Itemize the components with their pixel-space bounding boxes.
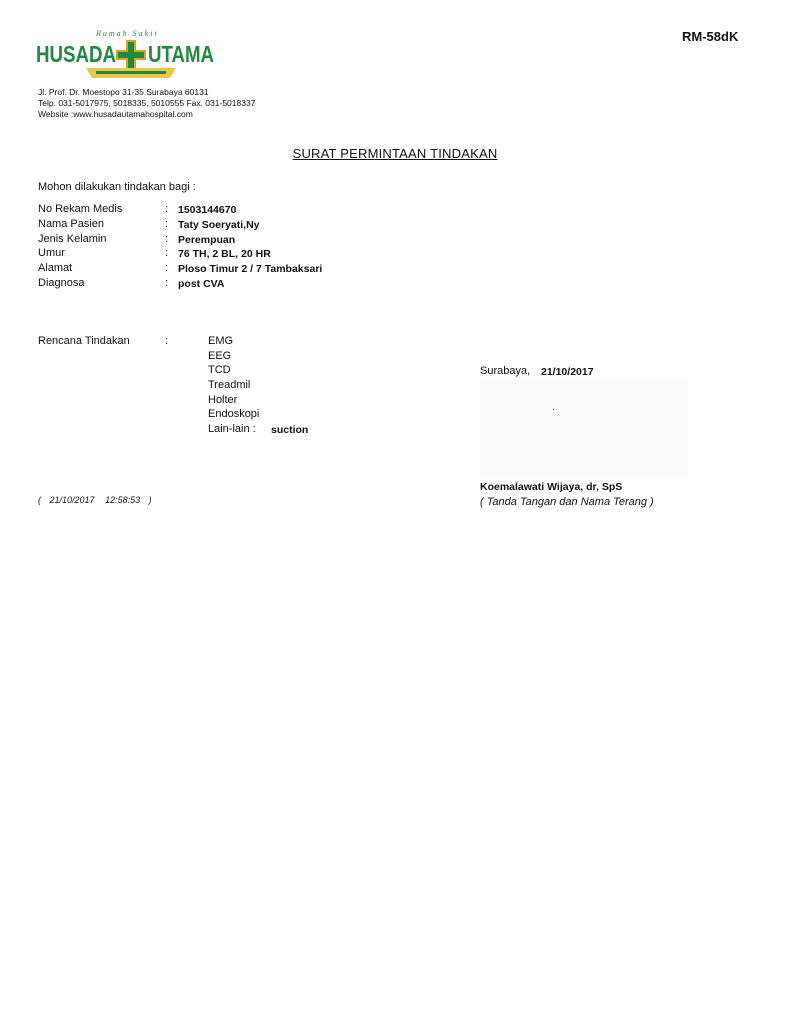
field-label-name: Nama Pasien [38, 218, 105, 230]
signature-date: 21/10/2017 [541, 366, 594, 378]
field-value-address: Ploso Timur 2 / 7 Tambaksari [178, 263, 323, 275]
plan-other-value: suction [271, 424, 309, 436]
phone-line: Telp. 031-5017975, 5018335, 5010555 Fax. 031-5018337 [38, 98, 256, 108]
print-timestamp [38, 495, 152, 505]
plan-item-tcd: TCD [208, 364, 231, 376]
stamp-close: ) [148, 495, 152, 505]
field-label-age: Umur [38, 247, 65, 259]
stamp-date: 21/10/2017 [49, 495, 95, 505]
field-colon: : [165, 247, 169, 259]
hospital-logo [36, 26, 216, 86]
field-value-gender: Perempuan [178, 234, 236, 246]
field-colon: : [165, 203, 169, 215]
field-colon: : [165, 233, 169, 245]
field-colon: : [165, 277, 169, 289]
stamp-time: 12:58:53 [105, 495, 141, 505]
plan-label: Rencana Tindakan [38, 335, 130, 347]
field-value-name: Taty Soeryati,Ny [178, 219, 260, 231]
field-value-mrn: 1503144670 [178, 204, 237, 216]
address-line: Jl. Prof. Dr. Moestopo 31-35 Surabaya 60131 [38, 87, 209, 97]
signature-place: Surabaya, [480, 365, 531, 377]
cross-icon [116, 40, 146, 70]
plan-item-holter: Holter [208, 394, 238, 406]
stamp-open: ( [38, 495, 41, 505]
plan-colon: : [165, 335, 169, 347]
form-code: RM-58dK [682, 29, 739, 44]
field-label-address: Alamat [38, 262, 73, 274]
logo-left-text: HUSADA [36, 41, 116, 67]
plan-item-emg: EMG [208, 335, 234, 347]
plan-item-endoskopi: Endoskopi [208, 408, 260, 420]
field-colon: : [165, 218, 169, 230]
signature-caption: ( Tanda Tangan dan Nama Terang ) [480, 496, 654, 508]
plan-item-other: Lain-lain : [208, 423, 256, 435]
field-label-gender: Jenis Kelamin [38, 233, 107, 245]
website-line: Website :www.husadautamahospital.com [38, 109, 193, 119]
intro-text: Mohon dilakukan tindakan bagi : [38, 181, 196, 193]
field-value-age: 76 TH, 2 BL, 20 HR [178, 248, 271, 260]
signature-mark: . [552, 402, 555, 413]
logo-top-text: Rumah Sakit [96, 29, 159, 38]
doctor-name: Koemalawati Wijaya, dr, SpS [480, 481, 623, 493]
field-value-diagnosis: post CVA [178, 278, 225, 290]
plan-item-eeg: EEG [208, 350, 232, 362]
document-title: SURAT PERMINTAAN TINDAKAN [292, 146, 498, 161]
field-label-diagnosis: Diagnosa [38, 277, 85, 289]
field-label-mrn: No Rekam Medis [38, 203, 123, 215]
logo-right-text: UTAMA [148, 41, 214, 67]
plan-item-treadmil: Treadmil [208, 379, 251, 391]
signature-area [480, 378, 688, 478]
field-colon: : [165, 262, 169, 274]
